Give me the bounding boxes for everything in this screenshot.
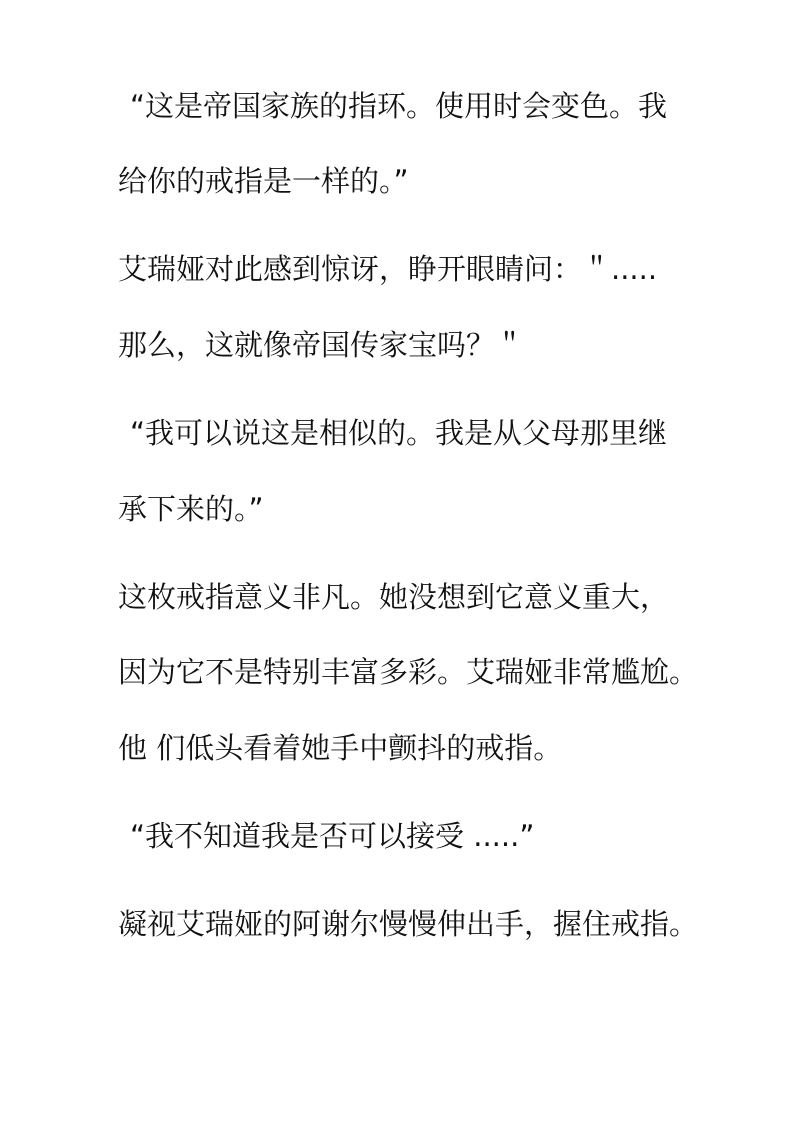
text-line-4: 那么，这就像帝国传家宝吗？＂ (118, 328, 525, 362)
text-line-5: “我可以说这是相似的。我是从父母那里继 (130, 416, 668, 450)
text-line-10: “我不知道我是否可以接受 .....” (130, 819, 535, 853)
text-line-3: 艾瑞娅对此感到惊讶，睁开眼睛问：＂..... (118, 252, 658, 286)
text-line-8: 因为它不是特别丰富多彩。艾瑞娅非常尴尬。 (118, 655, 699, 689)
text-line-1: “这是帝国家族的指环。使用时会变色。我 (130, 89, 668, 123)
text-line-2: 给你的戒指是一样的。” (118, 164, 409, 198)
text-line-11: 凝视艾瑞娅的阿谢尔慢慢伸出手，握住戒指。 (118, 907, 699, 941)
text-line-9: 他 们低头看着她手中颤抖的戒指。 (118, 731, 563, 765)
text-line-6: 承下来的。” (118, 492, 264, 526)
text-line-7: 这枚戒指意义非凡。她没想到它意义重大， (118, 580, 670, 614)
